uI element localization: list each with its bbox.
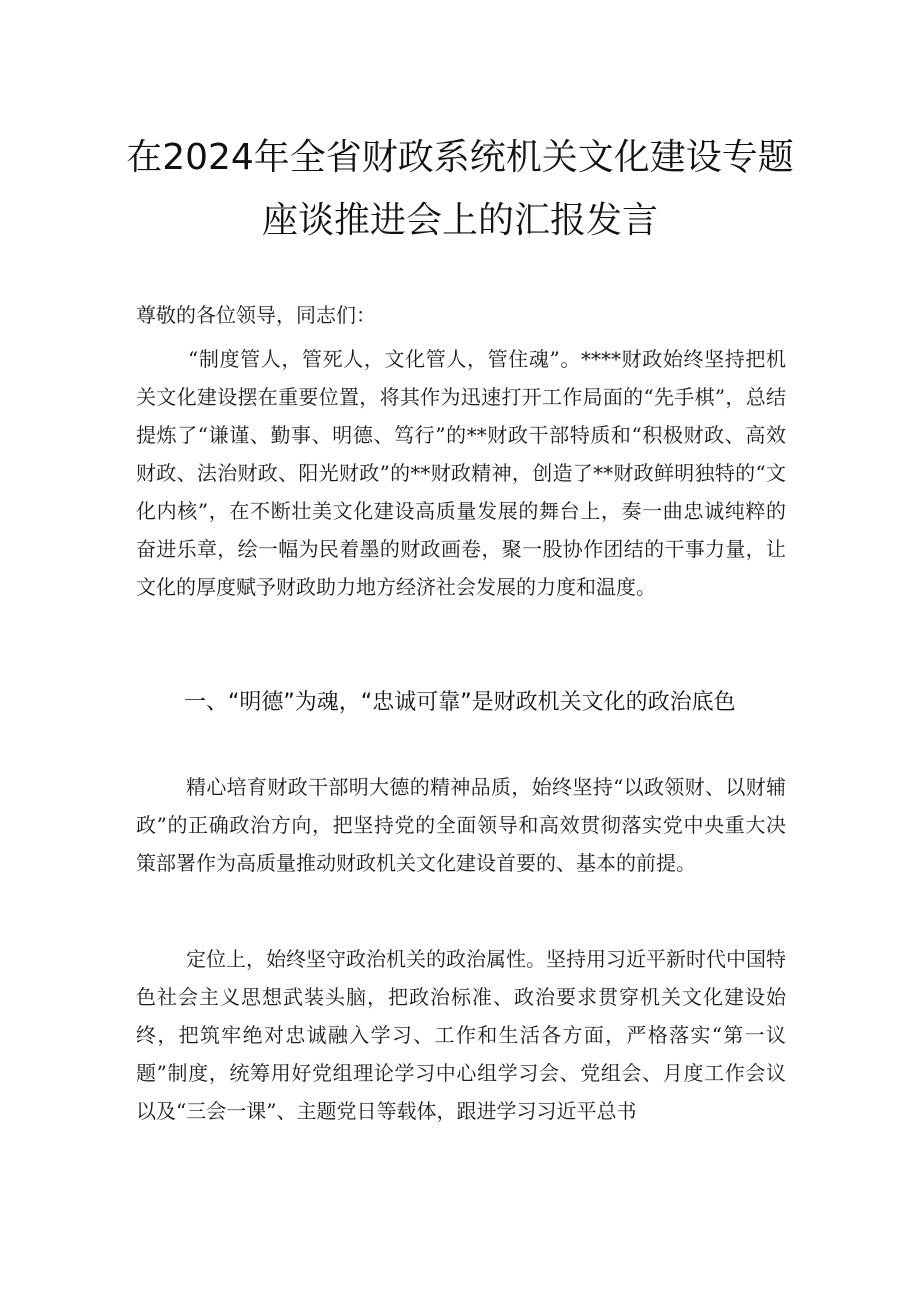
salutation: 尊敬的各位领导，同志们： — [136, 303, 376, 327]
intro-paragraph: “制度管人，管死人，文化管人，管住魂”。****财政始终坚持把机关文化建设摆在重要位置，将其作为迅速打开工作局面的“先手棋”，总结提炼了“谦谨、勤事、明德、笃行”的**财政干部特质和“积极财政、高效财政、法治财政、阳光财政”的**财政精神，创造了**财政鲜明独特的“文化内核”，在不断壮美文化建设高质量发展的舞台上，奏一曲忠诚纯粹的奋进乐章，绘一幅为民着墨的财政画卷，聚一股协作团结的干事力量，让文化的厚度赋予财政助力地方经济社会发展的力度和温度。 — [136, 347, 786, 599]
document-title-line-1: 在2024年全省财政系统机关文化建设专题 — [126, 137, 794, 178]
section-1-paragraph-2: 定位上，始终坚守政治机关的政治属性。坚持用习近平新时代中国特色社会主义思想武装头脑，把政治标准、政治要求贯穿机关文化建设始终，把筑牢绝对忠诚融入学习、工作和生活各方面，严格落实“第一议题”制度，统筹用好党组理论学习中心组学习会、党组会、月度工作会议以及“三会一课”、主题党日等载体，跟进学习习近平总书 — [136, 947, 786, 1123]
section-heading-1: 一、“明德”为魂，“忠诚可靠”是财政机关文化的政治底色 — [184, 690, 736, 715]
section-1-paragraph-1: 精心培育财政干部明大德的精神品质，始终坚持“以政领财、以财辅政”的正确政治方向，把坚持党的全面领导和高效贯彻落实党中央重大决策部署作为高质量推动财政机关文化建设首要的、基本的前提。 — [136, 775, 786, 875]
document-title-line-2: 座谈推进会上的汇报发言 — [261, 200, 658, 241]
